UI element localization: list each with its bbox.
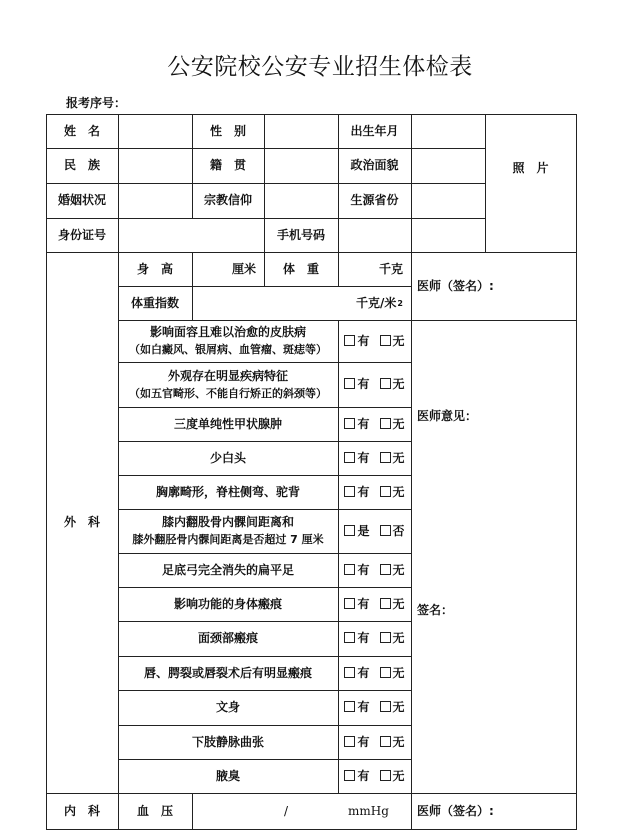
item-checkbox-option[interactable] xyxy=(380,450,405,467)
item-question-line1: 下肢静脉曲张 xyxy=(191,734,264,749)
checkbox-label: 有 xyxy=(357,377,370,391)
checkbox-icon[interactable] xyxy=(380,632,391,643)
checkbox-icon[interactable] xyxy=(344,632,355,643)
birth-label: 出生年月 xyxy=(350,123,399,138)
item-question xyxy=(118,725,338,759)
checkbox-icon[interactable] xyxy=(380,378,391,389)
political-field[interactable] xyxy=(411,148,485,183)
item-question-line1: 影响功能的身体瘢痕 xyxy=(173,596,282,611)
checkbox-label: 无 xyxy=(392,484,405,499)
item-checkbox-option[interactable] xyxy=(344,734,369,751)
gender-field[interactable] xyxy=(264,114,338,148)
phone-field[interactable] xyxy=(338,218,485,252)
religion-field[interactable] xyxy=(264,183,338,218)
checkbox-label: 有 xyxy=(357,665,370,680)
checkbox-icon[interactable] xyxy=(380,770,391,781)
item-question-line1: 足底弓完全消失的扁平足 xyxy=(161,562,294,577)
item-options xyxy=(338,621,411,656)
item-question xyxy=(118,553,338,587)
checkbox-label: 是 xyxy=(357,523,370,538)
name-field[interactable] xyxy=(118,114,192,148)
bmi-unit-superscript: 2 xyxy=(397,298,403,308)
source-province-field[interactable] xyxy=(411,183,485,218)
item-question xyxy=(118,587,338,621)
item-checkbox-option[interactable] xyxy=(380,484,405,501)
checkbox-icon[interactable] xyxy=(344,378,355,389)
item-question-line1: 外观存在明显疾病特征 xyxy=(167,368,288,383)
item-options xyxy=(338,475,411,509)
checkbox-icon[interactable] xyxy=(380,598,391,609)
ethnicity-label: 民 族 xyxy=(63,158,100,172)
item-checkbox-option[interactable] xyxy=(380,699,405,716)
item-options xyxy=(338,690,411,725)
checkbox-icon[interactable] xyxy=(380,452,391,463)
item-options xyxy=(338,362,411,407)
weight-label: 体 重 xyxy=(282,261,319,276)
item-question xyxy=(118,320,338,362)
item-options xyxy=(338,759,411,793)
item-question-line2: 膝外翻胫骨内髁间距离是否超过 7 厘米 xyxy=(132,533,324,546)
checkbox-icon[interactable] xyxy=(344,452,355,463)
item-checkbox-option[interactable] xyxy=(344,699,369,716)
checkbox-icon[interactable] xyxy=(380,335,391,346)
item-question xyxy=(118,759,338,793)
checkbox-label: 有 xyxy=(357,631,370,645)
checkbox-label: 无 xyxy=(392,450,405,465)
item-checkbox-option[interactable] xyxy=(344,484,369,501)
bp-field[interactable] xyxy=(192,793,411,829)
bp-unit: mmHg xyxy=(348,803,389,818)
surgery-doctor-opinion[interactable]: 医师意见： xyxy=(417,409,478,423)
checkbox-label: 无 xyxy=(392,665,405,680)
id-number-field[interactable] xyxy=(118,218,264,252)
bp-label: 血 压 xyxy=(136,803,173,818)
item-options xyxy=(338,553,411,587)
item-checkbox-option[interactable] xyxy=(344,768,369,785)
checkbox-label: 无 xyxy=(392,768,405,783)
item-question xyxy=(118,621,338,656)
item-question-line1: 少白头 xyxy=(209,450,246,465)
checkbox-icon[interactable] xyxy=(380,525,391,536)
item-checkbox-option[interactable] xyxy=(380,562,405,579)
checkbox-label: 有 xyxy=(357,562,370,577)
item-checkbox-option[interactable] xyxy=(380,665,405,682)
surgery-doctor-sign-top[interactable]: 医师（签名）: xyxy=(417,278,494,293)
checkbox-label: 无 xyxy=(392,416,405,431)
item-checkbox-option[interactable] xyxy=(344,333,369,350)
item-question-line1: 面颈部瘢痕 xyxy=(197,631,258,645)
weight-unit[interactable]: 千克 xyxy=(378,261,403,276)
checkbox-label: 有 xyxy=(357,596,370,611)
item-question xyxy=(118,509,338,553)
item-checkbox-option[interactable] xyxy=(380,630,405,647)
checkbox-label: 否 xyxy=(392,523,405,538)
checkbox-icon[interactable] xyxy=(344,335,355,346)
checkbox-icon[interactable] xyxy=(344,564,355,575)
checkbox-label: 有 xyxy=(357,450,370,465)
bp-separator: / xyxy=(284,803,289,818)
ethnicity-field[interactable] xyxy=(118,148,192,183)
item-options xyxy=(338,587,411,621)
item-question-line1: 膝内翻股骨内髁间距离和 xyxy=(161,515,294,529)
surgery-section-label: 外 科 xyxy=(63,515,100,529)
item-checkbox-option[interactable] xyxy=(344,596,369,613)
religion-label: 宗教信仰 xyxy=(203,193,252,207)
origin-field[interactable] xyxy=(264,148,338,183)
item-question xyxy=(118,407,338,441)
item-question-line2: （如五官畸形、不能自行矫正的斜颈等） xyxy=(129,386,327,400)
item-checkbox-option[interactable] xyxy=(380,734,405,751)
checkbox-icon[interactable] xyxy=(344,701,355,712)
checkbox-icon[interactable] xyxy=(344,770,355,781)
bmi-label: 体重指数 xyxy=(130,295,179,310)
phone-label: 手机号码 xyxy=(276,227,325,242)
item-checkbox-option[interactable] xyxy=(344,416,369,433)
checkbox-icon[interactable] xyxy=(344,667,355,678)
marital-field[interactable] xyxy=(118,183,192,218)
political-label: 政治面貌 xyxy=(350,158,399,172)
checkbox-label: 无 xyxy=(392,596,405,611)
checkbox-label: 有 xyxy=(357,416,370,431)
checkbox-label: 无 xyxy=(392,631,405,645)
item-options xyxy=(338,656,411,690)
name-label: 姓 名 xyxy=(63,123,100,138)
item-question xyxy=(118,690,338,725)
item-question-line1: 腋臭 xyxy=(215,768,240,783)
checkbox-icon[interactable] xyxy=(344,736,355,747)
item-options xyxy=(338,725,411,759)
item-question-line1: 影响面容且难以治愈的皮肤病 xyxy=(149,325,306,339)
exam-number-label: 报考序号： xyxy=(66,96,127,110)
item-checkbox-option[interactable] xyxy=(380,333,405,350)
checkbox-label: 有 xyxy=(357,333,370,348)
item-question-line1: 胸廓畸形，脊柱侧弯、驼背 xyxy=(155,484,300,499)
item-question-line2: （如白癜风、银屑病、血管瘤、斑痣等） xyxy=(129,343,327,356)
checkbox-label: 有 xyxy=(357,768,370,783)
item-checkbox-option[interactable] xyxy=(344,562,369,579)
item-checkbox-option[interactable] xyxy=(344,523,369,540)
item-checkbox-option[interactable] xyxy=(344,450,369,467)
item-checkbox-option[interactable] xyxy=(344,630,369,647)
item-question-line1: 文身 xyxy=(215,700,240,714)
checkbox-label: 无 xyxy=(392,562,405,577)
checkbox-label: 无 xyxy=(392,333,405,348)
checkbox-icon[interactable] xyxy=(344,525,355,536)
id-number-label: 身份证号 xyxy=(57,227,106,242)
item-checkbox-option[interactable] xyxy=(380,768,405,785)
checkbox-icon[interactable] xyxy=(380,736,391,747)
item-options xyxy=(338,441,411,475)
checkbox-label: 无 xyxy=(392,734,405,749)
form-title: 公安院校公安专业招生体检表 xyxy=(167,54,473,80)
item-checkbox-option[interactable] xyxy=(380,596,405,613)
item-checkbox-option[interactable] xyxy=(380,523,405,540)
checkbox-icon[interactable] xyxy=(380,564,391,575)
item-options xyxy=(338,509,411,553)
checkbox-icon[interactable] xyxy=(380,667,391,678)
checkbox-label: 有 xyxy=(357,700,370,714)
bmi-field[interactable] xyxy=(192,286,411,320)
checkbox-label: 无 xyxy=(392,377,405,391)
height-label: 身 高 xyxy=(136,261,173,276)
surgery-sign[interactable]: 签名： xyxy=(417,603,454,617)
checkbox-icon[interactable] xyxy=(344,598,355,609)
origin-label: 籍 贯 xyxy=(209,158,246,172)
item-question xyxy=(118,362,338,407)
internal-section-label: 内 科 xyxy=(63,803,100,818)
height-unit[interactable]: 厘米 xyxy=(231,261,256,276)
item-question xyxy=(118,441,338,475)
birth-field[interactable] xyxy=(411,114,485,148)
checkbox-label: 有 xyxy=(357,484,370,499)
bmi-unit: 千克/米 xyxy=(356,295,397,310)
internal-doctor-sign[interactable]: 医师（签名）: xyxy=(417,803,494,818)
item-options xyxy=(338,320,411,362)
item-question-line1: 唇、腭裂或唇裂术后有明显瘢痕 xyxy=(143,665,312,680)
checkbox-icon[interactable] xyxy=(380,486,391,497)
item-checkbox-option[interactable] xyxy=(344,376,369,393)
checkbox-icon[interactable] xyxy=(344,486,355,497)
checkbox-icon[interactable] xyxy=(344,418,355,429)
item-question-line1: 三度单纯性甲状腺肿 xyxy=(173,416,282,431)
item-options xyxy=(338,407,411,441)
marital-label: 婚姻状况 xyxy=(57,193,106,207)
item-question xyxy=(118,656,338,690)
item-checkbox-option[interactable] xyxy=(380,416,405,433)
checkbox-icon[interactable] xyxy=(380,701,391,712)
item-question xyxy=(118,475,338,509)
source-province-label: 生源省份 xyxy=(350,193,399,207)
photo-box[interactable]: 照 片 xyxy=(512,160,549,175)
gender-label: 性 别 xyxy=(209,123,246,138)
item-checkbox-option[interactable] xyxy=(344,665,369,682)
checkbox-icon[interactable] xyxy=(380,418,391,429)
checkbox-label: 无 xyxy=(392,700,405,714)
item-checkbox-option[interactable] xyxy=(380,376,405,393)
checkbox-label: 有 xyxy=(357,734,370,749)
